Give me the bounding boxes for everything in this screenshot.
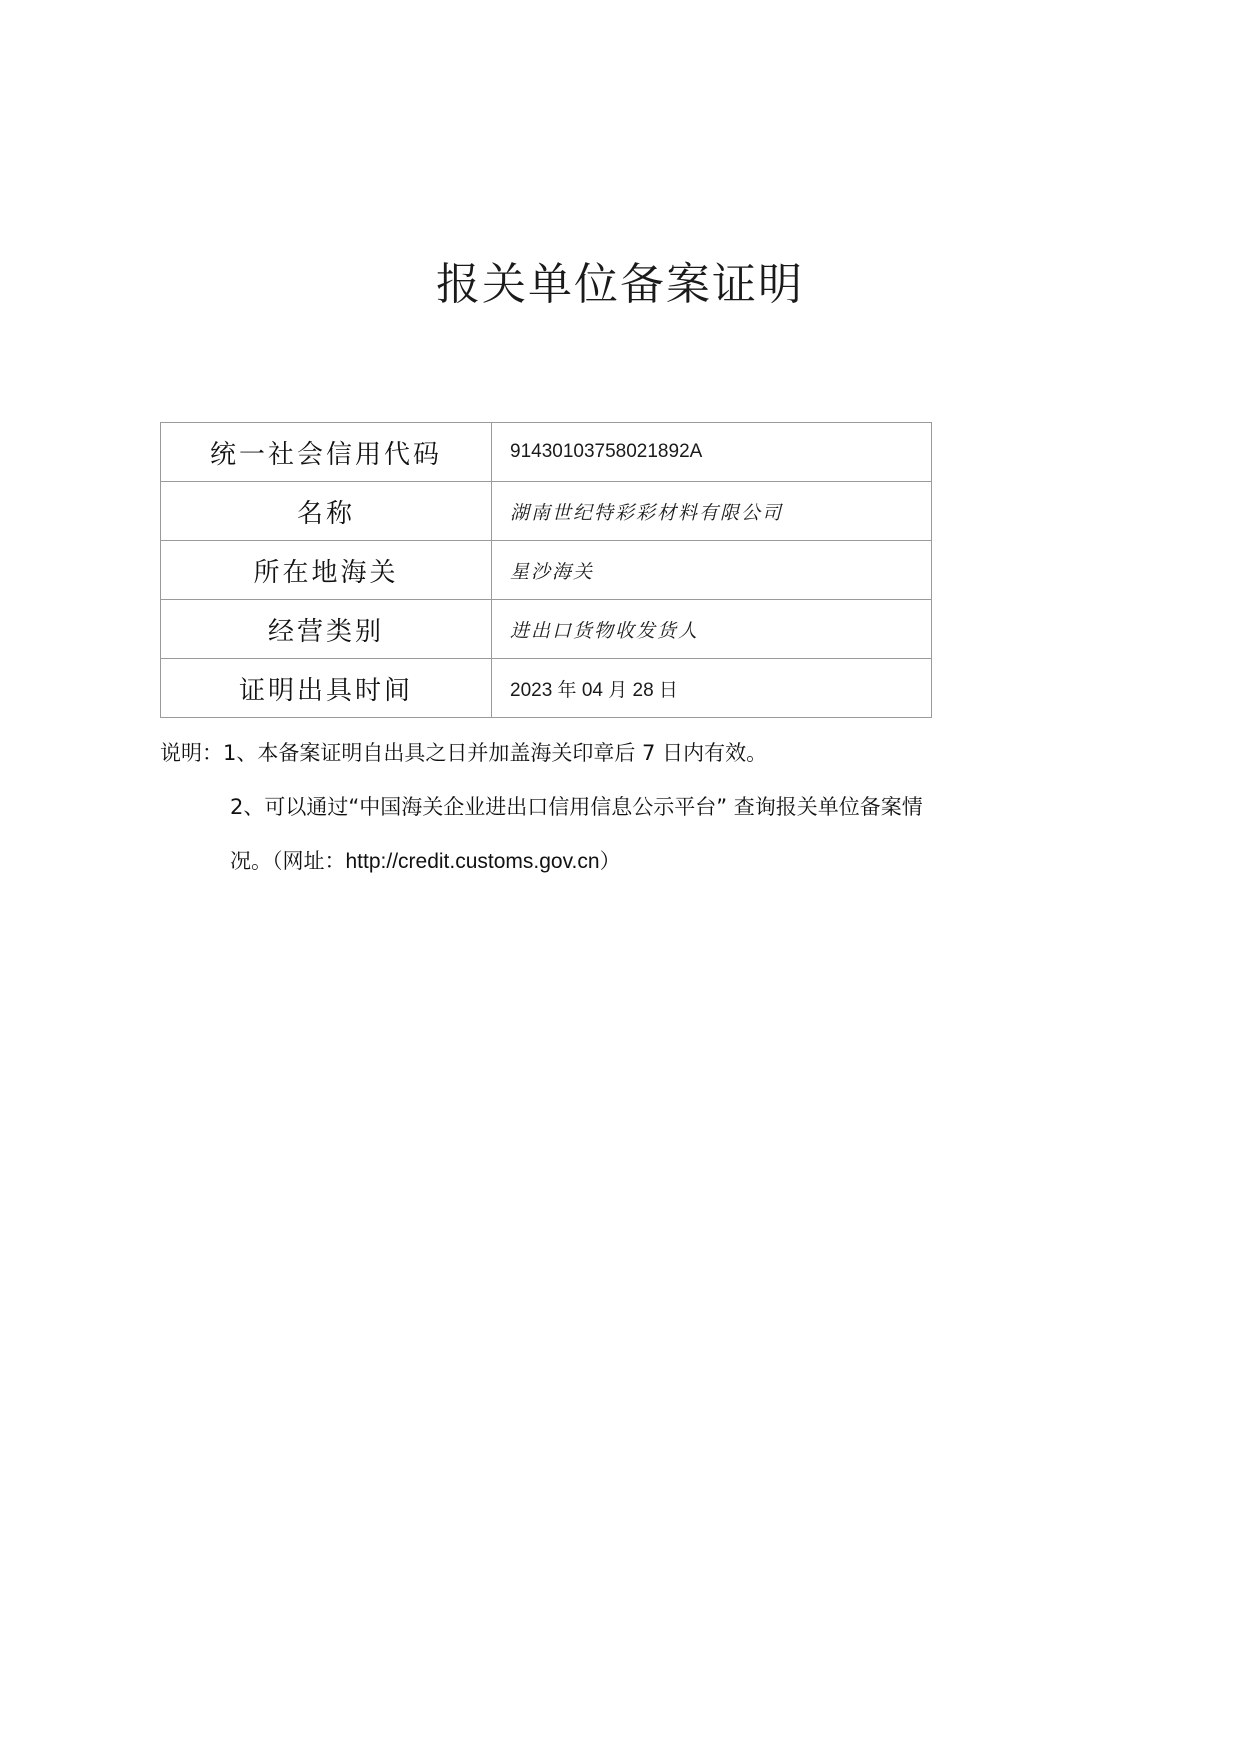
table-row (161, 541, 932, 600)
row-value-name: 湖南世纪特彩彩材料有限公司 (492, 482, 932, 541)
row-label-customs-district: 所在地海关 (161, 541, 492, 600)
note-item-1: 1、本备案证明自出具之日并加盖海关印章后 7 日内有效。 (223, 741, 768, 765)
table-row (161, 600, 932, 659)
row-value-customs-district: 星沙海关 (492, 541, 932, 600)
note-line-1 (160, 726, 960, 780)
registration-info-table (160, 422, 932, 718)
table-row (161, 659, 932, 718)
page-title: 报关单位备案证明 (436, 259, 804, 310)
notes-section (160, 726, 960, 889)
note-line-2 (160, 780, 960, 889)
row-value-business-category: 进出口货物收发货人 (492, 600, 932, 659)
table-row (161, 482, 932, 541)
row-value-credit-code: 91430103758021892A (492, 423, 932, 482)
note-item-2: 2、可以通过“中国海关企业进出口信用信息公示平台” 查询报关单位备案情况。（网址： (230, 795, 923, 873)
row-label-issue-date: 证明出具时间 (161, 659, 492, 718)
row-label-name: 名称 (161, 482, 492, 541)
row-label-credit-code: 统一社会信用代码 (161, 423, 492, 482)
notes-prefix: 说明： (160, 741, 223, 765)
note-item-2-suffix: ） (599, 849, 621, 873)
row-value-issue-date: 2023 年 04 月 28 日 (492, 659, 932, 718)
table-row (161, 423, 932, 482)
row-label-business-category: 经营类别 (161, 600, 492, 659)
credit-platform-url[interactable]: http://credit.customs.gov.cn (345, 850, 600, 873)
